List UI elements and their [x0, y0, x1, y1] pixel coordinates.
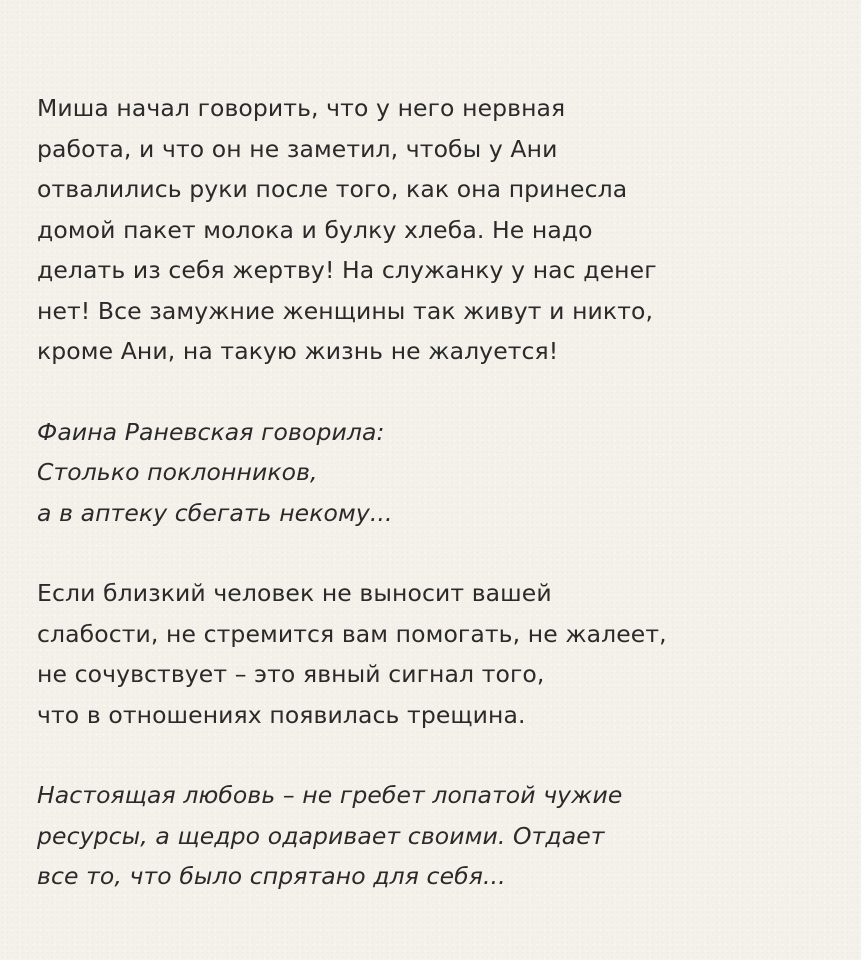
- paragraph-true-love: [37, 775, 837, 897]
- paragraph-misha-story: [37, 88, 837, 372]
- paragraph-spacer: [37, 533, 837, 573]
- paragraph-spacer: [37, 372, 837, 412]
- text-line: работа, и что он не заметил, чтобы у Ани: [37, 134, 558, 163]
- text-line: Фаина Раневская говорила:: [37, 417, 385, 446]
- text-line: ресурсы, а щедро одаривает своими. Отдает: [37, 821, 605, 850]
- text-line: не сочувствует – это явный сигнал того,: [37, 660, 545, 688]
- text-line: все то, что было спрятано для себя...: [37, 862, 506, 890]
- paragraph-close-person: [37, 573, 837, 735]
- text-line: Если близкий человек не выносит вашей: [37, 579, 552, 607]
- text-line: кроме Ани, на такую жизнь не жалуется!: [37, 337, 559, 365]
- text-line: что в отношениях появилась трещина.: [37, 700, 526, 729]
- text-line: слабости, не стремится вам помогать, не жалеет,: [37, 619, 667, 648]
- text-line: отвалились руки после того, как она принесла: [37, 175, 628, 203]
- text-line: Настоящая любовь – не гребет лопатой чужие: [37, 781, 623, 809]
- text-page: [37, 88, 837, 897]
- text-line: Столько поклонников,: [37, 458, 318, 486]
- text-line: Миша начал говорить, что у него нервная: [37, 94, 566, 122]
- paragraph-spacer: [37, 735, 837, 775]
- text-line: делать из себя жертву! На служанку у нас денег: [37, 256, 657, 284]
- text-line: а в аптеку сбегать некому...: [37, 498, 393, 527]
- paragraph-ranevskaya-quote: [37, 412, 837, 534]
- text-line: нет! Все замужние женщины так живут и никто,: [37, 296, 654, 325]
- text-line: домой пакет молока и булку хлеба. Не надо: [37, 215, 593, 244]
